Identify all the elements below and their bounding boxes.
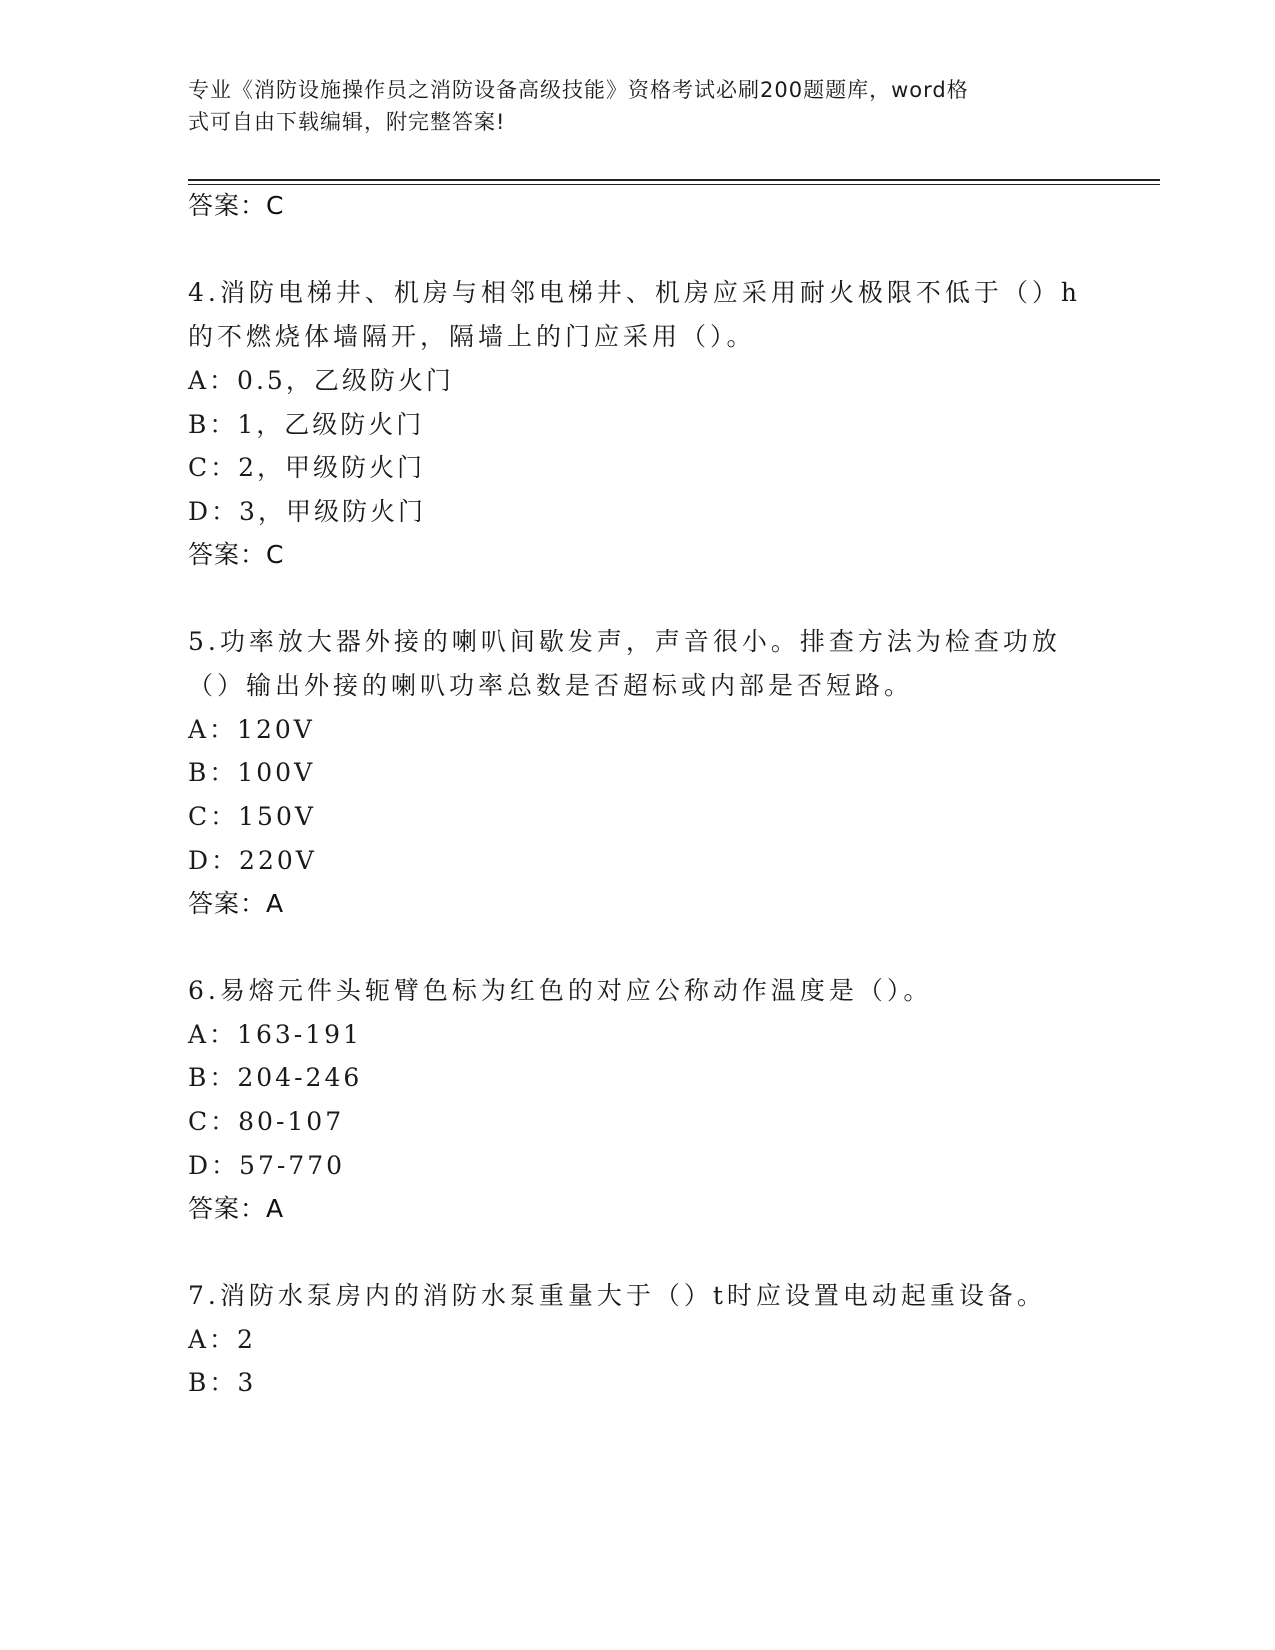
- question-4-option-c: C：2，甲级防火门: [188, 453, 426, 482]
- header-line-1: 专业《消防设施操作员之消防设备高级技能》资格考试必刷200题题库，word格: [188, 78, 969, 102]
- question-5-option-b: B：100V: [188, 758, 316, 787]
- answer-q4: 答案：C: [188, 540, 285, 569]
- question-7-stem-line-1: 7.消防水泵房内的消防水泵重量大于（）t时应设置电动起重设备。: [188, 1281, 1046, 1310]
- question-4-option-d: D：3，甲级防火门: [188, 497, 426, 526]
- question-6-option-d: D：57-770: [188, 1151, 346, 1180]
- document-header: [188, 74, 1088, 138]
- question-6-option-b: B：204-246: [188, 1063, 363, 1092]
- answer-q5: 答案：A: [188, 889, 285, 918]
- question-7-option-b: B：3: [188, 1368, 257, 1397]
- question-5-option-d: D：220V: [188, 846, 317, 875]
- question-5-option-a: A：120V: [188, 715, 315, 744]
- question-4-option-b: B：1，乙级防火门: [188, 410, 425, 439]
- question-6-stem-line-1: 6.易熔元件头轭臂色标为红色的对应公称动作温度是（）。: [188, 976, 933, 1005]
- question-5-stem-line-1: 5.功率放大器外接的喇叭间歇发声，声音很小。排查方法为检查功放: [188, 627, 1061, 656]
- question-4-stem-line-2: 的不燃烧体墙隔开，隔墙上的门应采用（）。: [188, 322, 756, 351]
- question-6-option-c: C：80-107: [188, 1107, 345, 1136]
- question-5-option-c: C：150V: [188, 802, 316, 831]
- header-divider: [188, 179, 1160, 185]
- question-4-option-a: A：0.5，乙级防火门: [188, 366, 454, 395]
- answer-q6: 答案：A: [188, 1194, 285, 1223]
- question-7-option-a: A：2: [188, 1325, 256, 1354]
- question-4-stem-line-1: 4.消防电梯井、机房与相邻电梯井、机房应采用耐火极限不低于（）h: [188, 278, 1081, 307]
- answer-q3: 答案：C: [188, 191, 285, 220]
- header-line-2: 式可自由下载编辑，附完整答案!: [188, 110, 506, 134]
- question-5-stem-line-2: （）输出外接的喇叭功率总数是否超标或内部是否短路。: [188, 671, 914, 700]
- question-6-option-a: A：163-191: [188, 1020, 362, 1049]
